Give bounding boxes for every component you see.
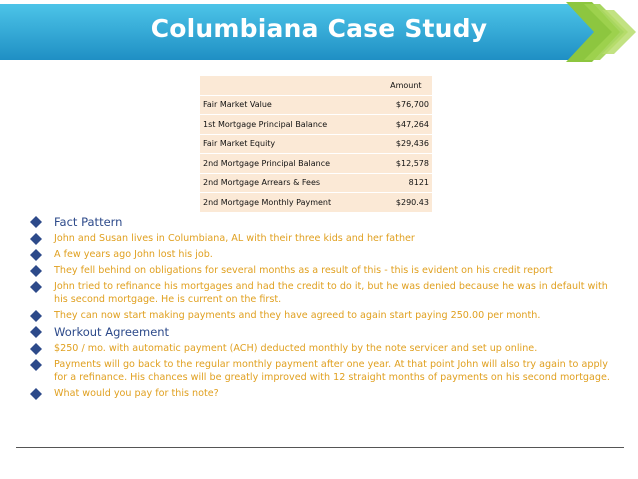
row-label: 2nd Mortgage Principal Balance [200,154,380,174]
list-item [30,387,620,400]
list-item-text: They can now start making payments and they have agreed to again start paying 250.00 per month. [54,310,541,321]
diamond-bullet-icon [30,216,42,228]
list-item-text: What would you pay for this note? [54,388,219,399]
diamond-bullet-icon [30,265,42,277]
table-row [200,115,432,135]
list-item [30,280,620,306]
diamond-bullet-icon [30,359,42,371]
row-value: $76,700 [380,95,432,115]
list-item-text: John and Susan lives in Columbiana, AL with their three kids and her father [54,233,415,244]
list-item-text: John tried to refinance his mortgages and had the credit to do it, but he was denied because he was in default with his second mortgage. He is current on the first. [54,281,608,305]
list-item-text: $250 / mo. with automatic payment (ACH) deducted monthly by the note servicer and set up online. [54,343,538,354]
row-label: 2nd Mortgage Monthly Payment [200,193,380,213]
row-label: Fair Market Value [200,95,380,115]
list-item [30,342,620,355]
table-row [200,173,432,193]
row-label: Fair Market Equity [200,134,380,154]
table-header-amount: Amount [380,76,432,95]
diamond-bullet-icon [30,388,42,400]
list-item-text: They fell behind on obligations for several months as a result of this - this is evident on his credit report [54,265,553,276]
list-item [30,358,620,384]
diamond-bullet-icon [30,326,42,338]
row-value: $29,436 [380,134,432,154]
table-header-row [200,76,432,95]
table-row [200,95,432,115]
list-item-text: A few years ago John lost his job. [54,249,213,260]
diamond-bullet-icon [30,281,42,293]
bottom-divider [16,447,624,448]
list-item [30,248,620,261]
row-value: $47,264 [380,115,432,135]
table-header-label [200,76,380,95]
diamond-bullet-icon [30,249,42,261]
title-banner [0,0,638,62]
page-title: Columbiana Case Study [150,14,488,43]
financial-table [200,76,432,213]
list-item [30,264,620,277]
table-row [200,154,432,174]
diamond-bullet-icon [30,233,42,245]
diamond-bullet-icon [30,310,42,322]
table-row [200,134,432,154]
heading-text: Fact Pattern [54,215,123,229]
row-value: 8121 [380,173,432,193]
row-label: 2nd Mortgage Arrears & Fees [200,173,380,193]
section-heading-workout-agreement [30,325,620,340]
section-heading-fact-pattern [30,215,620,230]
list-item-text: Payments will go back to the regular monthly payment after one year. At that point John will also try again to apply for a refinance. His chances will be greatly improved with 12 straight months of payments on his second mortgage. [54,359,610,383]
row-value: $290.43 [380,193,432,213]
list-item [30,232,620,245]
diamond-bullet-icon [30,343,42,355]
row-value: $12,578 [380,154,432,174]
heading-text: Workout Agreement [54,325,170,339]
list-item [30,309,620,322]
bullet-list [30,215,620,403]
row-label: 1st Mortgage Principal Balance [200,115,380,135]
table-row [200,193,432,213]
